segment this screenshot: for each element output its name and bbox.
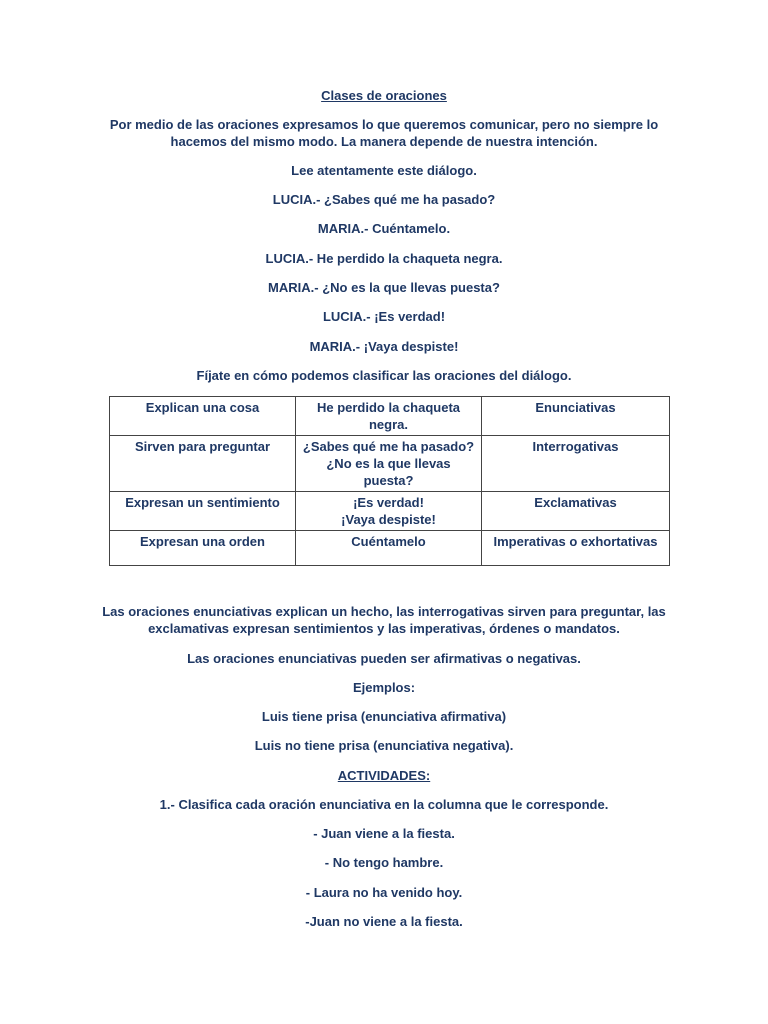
dialogue-intro: Lee atentamente este diálogo. [291,163,477,178]
page-title: Clases de oraciones [321,88,447,103]
table-row [110,436,670,492]
table-row [110,397,670,436]
example-line: Luis no tiene prisa (enunciativa negativa). [254,738,514,753]
classification-table [109,396,670,566]
table-row [110,531,670,566]
example-text: He perdido la chaqueta [316,400,461,415]
examples-cell [296,436,482,492]
example-text: Cuéntamelo [351,534,426,549]
summary-line-1: Las oraciones enunciativas explican un hecho, las interrogativas sirven para preguntar, las [102,604,666,619]
example-text: ¡Vaya despiste! [341,512,436,527]
dialogue-line: MARIA.- Cuéntamelo. [317,221,451,236]
example-text: ¿Sabes qué me ha pasado? [302,439,475,454]
examples-cell [296,492,482,531]
activities-heading: ACTIVIDADES: [337,768,431,783]
activity-item: -Juan no viene a la fiesta. [305,914,463,929]
table-intro: Fíjate en cómo podemos clasificar las oraciones del diálogo. [196,368,572,383]
enunciativas-note: Las oraciones enunciativas pueden ser afirmativas o negativas. [187,651,581,666]
function-cell: Expresan un sentimiento [110,492,296,531]
example-text: negra. [368,417,408,432]
type-cell: Enunciativas [482,397,670,436]
example-text: ¿No es la que llevas [326,456,451,471]
function-cell: Expresan una orden [110,531,296,566]
examples-heading: Ejemplos: [352,680,416,695]
activity-item: - No tengo hambre. [324,855,444,870]
summary-line-2: exclamativas expresan sentimientos y las imperativas, órdenes o mandatos. [148,621,620,636]
intro-line-1: Por medio de las oraciones expresamos lo que queremos comunicar, pero no siempre lo [109,117,659,132]
table-row [110,492,670,531]
type-cell: Interrogativas [482,436,670,492]
intro-line-2: hacemos del mismo modo. La manera depende de nuestra intención. [170,134,598,149]
example-text: ¡Es verdad! [353,495,424,510]
type-cell: Imperativas o exhortativas [482,531,670,566]
activity-instruction: 1.- Clasifica cada oración enunciativa en la columna que le corresponde. [159,797,609,812]
dialogue-line: LUCIA.- He perdido la chaqueta negra. [265,251,503,266]
function-cell: Sirven para preguntar [110,436,296,492]
examples-cell [296,531,482,566]
function-cell: Explican una cosa [110,397,296,436]
dialogue-line: MARIA.- ¿No es la que llevas puesta? [268,280,500,295]
dialogue-line: LUCIA.- ¿Sabes qué me ha pasado? [272,192,496,207]
type-cell: Exclamativas [482,492,670,531]
dialogue-line: LUCIA.- ¡Es verdad! [322,309,446,324]
examples-cell [296,397,482,436]
example-line: Luis tiene prisa (enunciativa afirmativa) [261,709,507,724]
example-text: puesta? [363,473,414,488]
dialogue-line: MARIA.- ¡Vaya despiste! [309,339,459,354]
activity-item: - Laura no ha venido hoy. [305,885,463,900]
activity-item: - Juan viene a la fiesta. [313,826,455,841]
